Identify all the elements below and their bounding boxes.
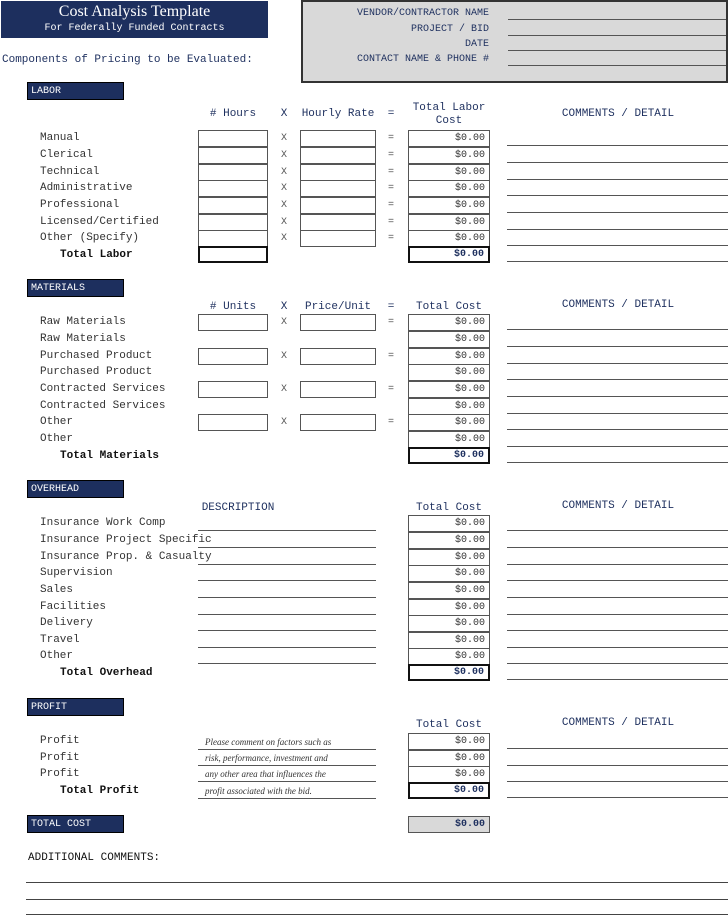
page-subtitle: For Federally Funded Contracts — [44, 23, 225, 34]
labor-cost-cell: $0.00 — [408, 180, 490, 197]
comment-line[interactable] — [507, 363, 728, 364]
row-label: Purchased Product — [40, 366, 153, 378]
labor-col-comments: COMMENTS / DETAIL — [561, 108, 675, 120]
row-label: Other — [40, 416, 74, 428]
total-overhead-label: Total Overhead — [60, 667, 153, 679]
row-label: Insurance Prop. & Casualty — [40, 551, 212, 563]
project-bid-field[interactable] — [508, 35, 726, 36]
hours-input[interactable] — [198, 130, 268, 147]
vendor-name-label: VENDOR/CONTRACTOR NAME — [356, 8, 489, 19]
total-materials-label: Total Materials — [60, 450, 160, 462]
hours-input[interactable] — [198, 214, 268, 231]
times-symbol: X — [281, 183, 288, 194]
profit-col-total: Total Cost — [415, 719, 482, 731]
price-per-unit-input[interactable] — [300, 314, 376, 331]
total-cost-value: $0.00 — [408, 816, 490, 833]
materials-cost-cell: $0.00 — [408, 348, 490, 365]
times-symbol: X — [281, 233, 288, 244]
overhead-cost-cell: $0.00 — [408, 632, 490, 649]
overhead-col-description: DESCRIPTION — [201, 502, 275, 514]
overhead-cost-cell: $0.00 — [408, 549, 490, 566]
row-label: Technical — [40, 166, 100, 178]
profit-cost-cell: $0.00 — [408, 750, 490, 767]
materials-cost-cell: $0.00 — [408, 331, 490, 348]
row-label: Purchased Product — [40, 350, 153, 362]
overhead-cost-cell: $0.00 — [408, 615, 490, 632]
labor-cost-cell: $0.00 — [408, 214, 490, 231]
hourly-rate-input[interactable] — [300, 180, 376, 197]
equals-symbol: = — [388, 150, 395, 161]
materials-col-times: X — [280, 301, 288, 313]
row-label: Profit — [40, 735, 80, 747]
additional-comments-line[interactable] — [26, 882, 728, 883]
profit-cost-cell: $0.00 — [408, 733, 490, 750]
profit-col-comments: COMMENTS / DETAIL — [561, 717, 675, 729]
vendor-name-field[interactable] — [508, 19, 726, 20]
times-symbol: X — [281, 150, 288, 161]
date-field[interactable] — [508, 50, 726, 51]
materials-cost-cell: $0.00 — [408, 314, 490, 331]
labor-cost-cell: $0.00 — [408, 230, 490, 247]
hourly-rate-input[interactable] — [300, 147, 376, 164]
row-label: Raw Materials — [40, 316, 126, 328]
labor-col-equals: = — [387, 108, 395, 120]
equals-symbol: = — [388, 417, 395, 428]
comment-line[interactable] — [507, 679, 728, 680]
row-label: Other — [40, 650, 74, 662]
hourly-rate-input[interactable] — [300, 230, 376, 247]
equals-symbol: = — [388, 351, 395, 362]
hours-input[interactable] — [198, 147, 268, 164]
total-profit-label: Total Profit — [60, 785, 140, 797]
materials-cost-cell: $0.00 — [408, 414, 490, 431]
components-label: Components of Pricing to be Evaluated: — [2, 54, 253, 66]
row-label: Travel — [40, 634, 80, 646]
labor-col-total-2: Cost — [435, 115, 463, 127]
overhead-col-comments: COMMENTS / DETAIL — [561, 500, 675, 512]
hours-input[interactable] — [198, 164, 268, 181]
labor-col-hours: # Hours — [209, 108, 257, 120]
comment-line[interactable] — [507, 614, 728, 615]
labor-col-times: X — [280, 108, 288, 120]
materials-col-comments: COMMENTS / DETAIL — [561, 299, 675, 311]
times-symbol: X — [281, 167, 288, 178]
comment-line[interactable] — [507, 781, 728, 782]
row-label: Supervision — [40, 567, 113, 579]
comment-line[interactable] — [507, 396, 728, 397]
row-label: Licensed/Certified — [40, 216, 159, 228]
row-label: Delivery — [40, 617, 93, 629]
overhead-cost-cell: $0.00 — [408, 565, 490, 582]
labor-section-header: LABOR — [27, 82, 124, 100]
hourly-rate-input[interactable] — [300, 214, 376, 231]
row-label: Raw Materials — [40, 333, 126, 345]
row-label: Clerical — [40, 149, 93, 161]
description-input[interactable] — [198, 614, 376, 615]
times-symbol: X — [281, 217, 288, 228]
materials-cost-cell: $0.00 — [408, 381, 490, 398]
comment-line[interactable] — [507, 261, 728, 262]
row-label: Insurance Project Specific — [40, 534, 212, 546]
times-symbol: X — [281, 200, 288, 211]
materials-cost-cell: $0.00 — [408, 431, 490, 448]
materials-col-total: Total Cost — [415, 301, 482, 313]
comment-line[interactable] — [507, 346, 728, 347]
comment-line[interactable] — [507, 195, 728, 196]
comment-line[interactable] — [507, 630, 728, 631]
profit-note-line — [198, 781, 376, 782]
row-label: Facilities — [40, 601, 107, 613]
total-labor-cost: $0.00 — [408, 246, 490, 263]
comment-line[interactable] — [507, 765, 728, 766]
comment-line[interactable] — [507, 663, 728, 664]
total-cost-header: TOTAL COST — [27, 815, 124, 833]
times-symbol: X — [281, 317, 288, 328]
equals-symbol: = — [388, 384, 395, 395]
equals-symbol: = — [388, 217, 395, 228]
row-label: Profit — [40, 752, 80, 764]
equals-symbol: = — [388, 167, 395, 178]
total-materials-cost: $0.00 — [408, 447, 490, 464]
profit-section-header: PROFIT — [27, 698, 124, 716]
description-input[interactable] — [198, 597, 376, 598]
hourly-rate-input[interactable] — [300, 197, 376, 214]
hourly-rate-input[interactable] — [300, 130, 376, 147]
overhead-cost-cell: $0.00 — [408, 582, 490, 599]
price-per-unit-input[interactable] — [300, 381, 376, 398]
comment-line[interactable] — [507, 748, 728, 749]
vendor-info-box — [301, 0, 728, 83]
additional-comments-line[interactable] — [26, 914, 728, 915]
units-input[interactable] — [198, 381, 268, 398]
materials-cost-cell: $0.00 — [408, 398, 490, 415]
row-label: Contracted Services — [40, 400, 166, 412]
labor-cost-cell: $0.00 — [408, 147, 490, 164]
row-label: Professional — [40, 199, 120, 211]
equals-symbol: = — [388, 183, 395, 194]
total-overhead-cost: $0.00 — [408, 664, 490, 681]
overhead-col-total: Total Cost — [415, 502, 482, 514]
price-per-unit-input[interactable] — [300, 414, 376, 431]
profit-note-text: profit associated with the bid. — [205, 786, 312, 796]
labor-cost-cell: $0.00 — [408, 197, 490, 214]
times-symbol: X — [281, 417, 288, 428]
price-per-unit-input[interactable] — [300, 348, 376, 365]
profit-note-text: risk, performance, investment and — [205, 753, 328, 763]
overhead-cost-cell: $0.00 — [408, 599, 490, 616]
materials-col-price: Price/Unit — [304, 301, 371, 313]
equals-symbol: = — [388, 317, 395, 328]
comment-line[interactable] — [507, 212, 728, 213]
overhead-section-header: OVERHEAD — [27, 480, 124, 498]
equals-symbol: = — [388, 233, 395, 244]
row-label: Sales — [40, 584, 74, 596]
comment-line[interactable] — [507, 379, 728, 380]
comment-line[interactable] — [507, 564, 728, 565]
comment-line[interactable] — [507, 245, 728, 246]
times-symbol: X — [281, 133, 288, 144]
comment-line[interactable] — [507, 179, 728, 180]
overhead-cost-cell: $0.00 — [408, 515, 490, 532]
equals-symbol: = — [388, 200, 395, 211]
comment-line[interactable] — [507, 329, 728, 330]
row-label: Administrative — [40, 182, 133, 194]
contact-label: CONTACT NAME & PHONE # — [356, 54, 489, 65]
materials-col-units: # Units — [209, 301, 257, 313]
row-label: Other (Specify) — [40, 232, 140, 244]
description-input[interactable] — [198, 663, 376, 664]
units-input[interactable] — [198, 348, 268, 365]
row-label: Profit — [40, 768, 80, 780]
materials-col-equals: = — [387, 301, 395, 313]
total-hours-box — [198, 246, 268, 263]
hourly-rate-input[interactable] — [300, 164, 376, 181]
times-symbol: X — [281, 351, 288, 362]
profit-note-line — [198, 765, 376, 766]
materials-cost-cell: $0.00 — [408, 364, 490, 381]
description-input[interactable] — [198, 630, 376, 631]
labor-cost-cell: $0.00 — [408, 164, 490, 181]
description-input[interactable] — [198, 647, 376, 648]
comment-line[interactable] — [507, 145, 728, 146]
additional-comments-line[interactable] — [26, 899, 728, 900]
profit-note-text: any other area that influences the — [205, 769, 326, 779]
equals-symbol: = — [388, 133, 395, 144]
hours-input[interactable] — [198, 180, 268, 197]
comment-line[interactable] — [507, 547, 728, 548]
comment-line[interactable] — [507, 647, 728, 648]
comment-line[interactable] — [507, 797, 728, 798]
times-symbol: X — [281, 384, 288, 395]
total-profit-cost: $0.00 — [408, 782, 490, 799]
overhead-cost-cell: $0.00 — [408, 648, 490, 665]
project-bid-label: PROJECT / BID — [410, 24, 489, 35]
row-label: Insurance Work Comp — [40, 517, 166, 529]
date-label: DATE — [464, 39, 489, 50]
contact-field[interactable] — [508, 65, 726, 66]
comment-line[interactable] — [507, 446, 728, 447]
page-title: Cost Analysis Template — [58, 3, 211, 20]
units-input[interactable] — [198, 414, 268, 431]
description-input[interactable] — [198, 580, 376, 581]
comment-line[interactable] — [507, 462, 728, 463]
row-label: Contracted Services — [40, 383, 166, 395]
labor-col-rate: Hourly Rate — [301, 108, 375, 120]
description-input[interactable] — [198, 547, 376, 548]
comment-line[interactable] — [507, 580, 728, 581]
units-input[interactable] — [198, 314, 268, 331]
labor-cost-cell: $0.00 — [408, 130, 490, 147]
profit-cost-cell: $0.00 — [408, 766, 490, 783]
comment-line[interactable] — [507, 597, 728, 598]
profit-note-line — [198, 798, 376, 799]
description-input[interactable] — [198, 564, 376, 565]
materials-section-header: MATERIALS — [27, 279, 124, 297]
row-label: Manual — [40, 132, 80, 144]
labor-col-total-1: Total Labor — [412, 102, 486, 114]
total-labor-label: Total Labor — [60, 249, 133, 261]
comment-line[interactable] — [507, 429, 728, 430]
comment-line[interactable] — [507, 162, 728, 163]
row-label: Other — [40, 433, 74, 445]
profit-note-text: Please comment on factors such as — [205, 737, 332, 747]
description-input[interactable] — [198, 530, 376, 531]
additional-comments-label: ADDITIONAL COMMENTS: — [28, 852, 161, 864]
title-banner — [1, 1, 268, 38]
hours-input[interactable] — [198, 230, 268, 247]
comment-line[interactable] — [507, 229, 728, 230]
overhead-cost-cell: $0.00 — [408, 532, 490, 549]
hours-input[interactable] — [198, 197, 268, 214]
profit-note-line — [198, 749, 376, 750]
comment-line[interactable] — [507, 413, 728, 414]
comment-line[interactable] — [507, 530, 728, 531]
